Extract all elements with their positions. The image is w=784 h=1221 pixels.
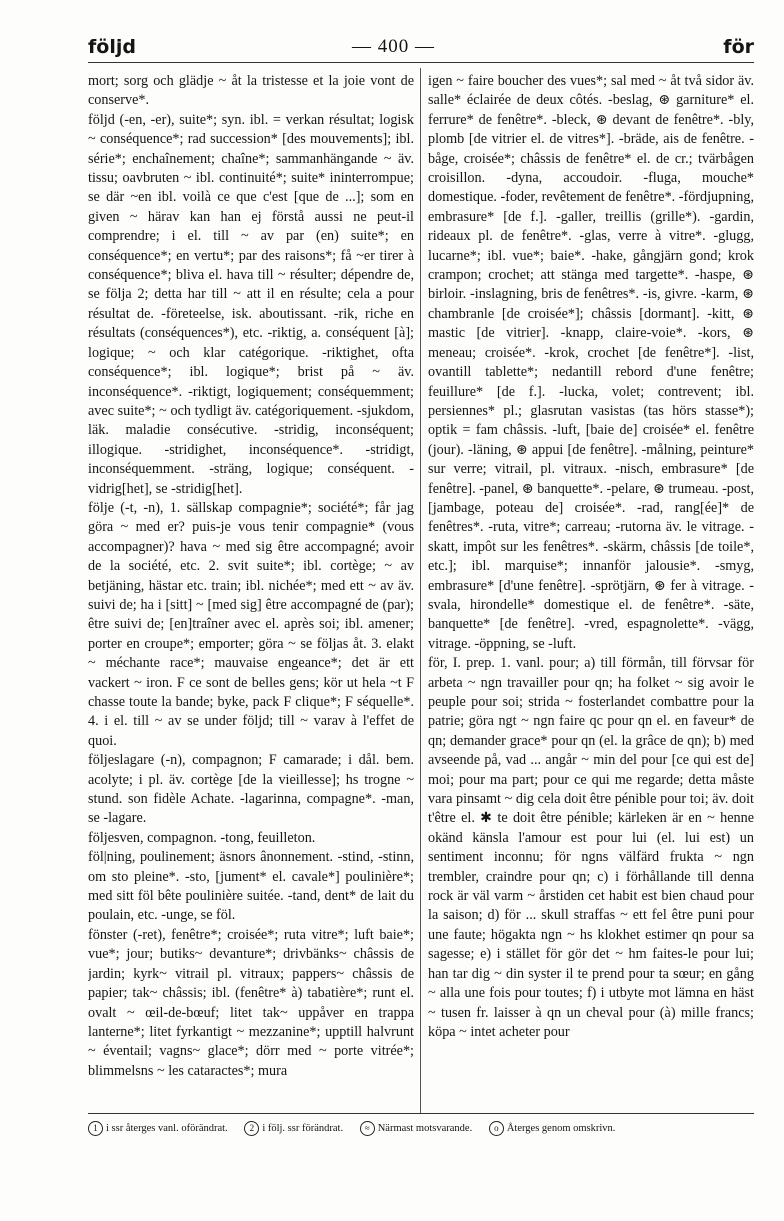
header-rule	[88, 62, 754, 63]
entry-foljesven: följesven, compagnon. -tong, feuilleton.	[88, 829, 316, 846]
footer-rule	[88, 1113, 754, 1114]
footnote-mark: 1	[88, 1121, 103, 1136]
entry-folning: föl|ning, poulinement; äsnors ânonnement. -stind, -stinn, om sto pleine*. -sto, [jument* el. cavale*] poulinière*; med sitt föl bête poulinière suitée. -tand, dent* de lait du poulain, etc. -unge, se föl.	[88, 849, 414, 924]
entry-continuation: mort; sorg och glädje ~ åt la tristesse et la joie vont de conserve*.	[88, 73, 414, 109]
entry-fonster: fönster (-ret), fenêtre*; croisée*; ruta vitre*; luft baie*; vue*; jour; butiks~ devanture*; drivbänks~ châssis de jardin; kyrk~ vitrail pl. vitraux; pappers~ châssis de papier; tak~ châssis; ibl. (fenêtre* à) tabatière*; runt el. ovalt ~ œil-de-bœuf; litet tak~ uppåver en trappa lanterne*; litet fyrkantigt ~ mezzanine*; upptill halvrunt ~ éventail; vagns~ glace*; dörr med ~ porte vitrée*; blimmelsns ~ les cataractes*; mura	[88, 926, 414, 1079]
entry-folje: följe (-t, -n), 1. sällskap compagnie*; société*; får jag göra ~ med er? puis-je vous tenir compagnie* (vous accompagner)? hava ~ med sig être accompagné; avoir de la société, etc. 2. svit suite*; ibl. cortège; ~ av betjäning, hästar etc. train; ibl. nichée*; med ett ~ av äv. suivi de; ha i [sitt] ~ [med sig] être accompagné de (par); être suivi de; [en]traîner avec el. après soi; ibl. amener; porter en croupe*; emporter; göra ~ se följas åt. 3. elakt ~ méchante race*; mauvaise engeance*; det är ett vackert ~ iron. F ce sont de belles gens; kör ut hela ~t F chasse toute la bande; byke, pack F clique*; F séquelle*. 4. i el. till ~ av se under följd; till ~ varav à l'effet de quoi.	[88, 499, 414, 749]
footnote-mark: 2	[244, 1121, 259, 1136]
left-column	[88, 72, 414, 1112]
footnote-text: Återges genom omskrivn.	[506, 1123, 616, 1134]
footnote-text: i ssr återges vanl. oförändrat.	[106, 1123, 228, 1134]
footnote-text: Närmast motsvarande.	[377, 1123, 473, 1134]
entry-foljd: följd (-en, -er), suite*; syn. ibl. = verkan résultat; logisk ~ conséquence*; rad succession* [des mouvements]; ibl. série*; enchaînement; chaîne*; sammanhängande ~ äv. tissu; oavbruten ~ ibl. continuité*; suite* ininterrompue; se där ~en ibl. voilà ce que c'est [que de ...]; som en given ~ härav kan han ej förstå aussi ne peut-il comprendre; i el. till ~ av par (en) suite*; en conséquence*; en vertu*; par des raisons*; få ~er tirer à conséquence*; bliva el. hava till ~ résulter; dépendre de, se följa 2; detta har till ~ att il en résulte; cela a pour résultat de. -företeelse, isk. aboutissant. -rik, riche en résultats (conséquences*), etc. -riktig, a. conséquent [à]; logique; ~ och klar catégorique. -riktighet, ofta conséquence*; ibl. logique*; brist på ~ äv. inconséquence*. -riktigt, logiquement; conséquemment; avec suite*; ~ och tydligt äv. catégoriquement. -sjukdom, läk. maladie consécutive. -stridig, inconséquent; illogique. -stridighet, inconséquence*. -stridigt, inconséquemment. -sträng, logique; conséquent. -vidrig[het], se -stridig[het].	[88, 111, 414, 497]
footnote-text: i följ. ssr förändrat.	[262, 1123, 344, 1134]
footnote-legend	[88, 1121, 754, 1136]
entry-foljeslagare: följeslagare (-n), compagnon; F camarade; i dål. bem. acolyte; i pl. äv. cortège [de la vieillesse]; hs trogne ~ stund. son fidèle Achate. -lagarinna, compagne*. -man, se -lagare.	[88, 752, 414, 827]
column-divider	[420, 68, 421, 1113]
entry-fonster-compounds: igen ~ faire boucher des vues*; sal med ~ åt två sidor äv. salle* éclairée de deux côtés. -beslag, ⊛ garniture* el. ferrure* de fenêtre*. -bleck, ⊛ devant de fenêtre*. -bly, plomb [de vitrier el. de vitres*]. -bräde, ais de fenêtre. -båge, croisée*; châssis de fenêtre* el. de cr.; tvärbågen croisillon. -dyna, accoudoir. -fluga, mouche* domestique. -foder, revêtement de fenêtre*. -fördjupning, embrasure* [de f.]. -galler, treillis (grille*). -gardin, rideaux pl. de fenêtre*. -glas, verre à vitre*. -glugg, lucarne*; ibl. vue*; baie*. -hake, gångjärn gond; krok crampon; crochet; att stänga med targette*. -haspe, ⊛ birloir. -inslagning, bris de fenêtres*. -is, givre. -karm, ⊛ chambranle [de croisée*]; châssis [dormant]. -kitt, ⊛ mastic [de vitrier]. -knapp, claire-voie*. -kors, ⊛ meneau; croisée*. -krok, crochet [de fenêtre*]. -list, ovantill tablette*; nedantill rebord d'une fenêtre; feuillure* [de f.]. -lucka, volet; contrevent; ibl. persiennes* pl.; glasrutan vasistas (tas hörs stasse*); optik = fam châssis. -luft, [baie de] croisée* el. fenêtre (jour). -läning, ⊛ appui [de fenêtre]. -målning, peinture* sur verre; vitrail, pl. vitraux. -nisch, embrasure* [de fenêtre]. -panel, ⊛ banquette*. -pelare, ⊛ trumeau. -post, [jambage, poteau de] croisée*. -rad, rang[ée]* de fenêtres*. -ruta, vitre*; carreau; -rutorna äv. le vitrage. -skatt, impôt sur les fenêtres*. -skärm, châssis [de toile*, etc.]; ibl. marquise*; innanför jalousie*. -smyg, embrasure* [d'une fenêtre]. -sprötjärn, ⊛ fer à vitrage. -svala, hirondelle* domestique el. de fenêtre*. -säte, banquette* [de fenêtre]. -vred, espagnolette*. -vägg, vitrage. -öppning, se -luft.	[428, 73, 754, 652]
footnote-mark: o	[489, 1121, 504, 1136]
page-number: — 400 —	[352, 36, 435, 57]
running-head-left: följd	[88, 36, 136, 58]
entry-for: för, I. prep. 1. vanl. pour; a) till förmån, till förvsar för arbeta ~ ngn travailler pour qn; ha folket ~ sig avoir le peuple pour soi; strida ~ fosterlandet combattre pour la patrie; göra ngt ~ ngn faire qc pour qn el. en faveur* de qn; demander grace* pour qn (el. la grâce de qn); b) med avseende på, vad ... angår ~ min del pour [ce qui est de] moi; pour ma part; pour ce qui me regarde; detta måste vara pinsamt ~ dig cela doit être pénible pour toi; äv. doit t'être el. ✱ te doit être pénible; kärleken är en ~ henne okänd känsla l'amour est pour lui (el. lui est) un sentiment inconnu; för ngns välfärd frukta ~ ngn trembler, craindre pour qn; c) i förhållande till denna rock är väl varm ~ årstiden cet habit est bien chaud pour la saison; d) för ... skull straffas ~ ett fel être puni pour une faute; högakta ngn ~ hs klokhet estimer qn pour sa sagesse; e) i stället för gör det ~ hm faites-le pour lui; han tar dig ~ din syster il te prend pour ta sœur; en gång ~ alla une fois pour toutes; f) i utbyte mot lämna en häst ~ tusen fr. laisser à qn un cheval pour (à) mille francs; köpa ~ intet acheter pour	[428, 655, 754, 1040]
footnote-mark: ≈	[360, 1121, 375, 1136]
right-column	[428, 72, 754, 1112]
running-head-right: för	[723, 36, 754, 58]
